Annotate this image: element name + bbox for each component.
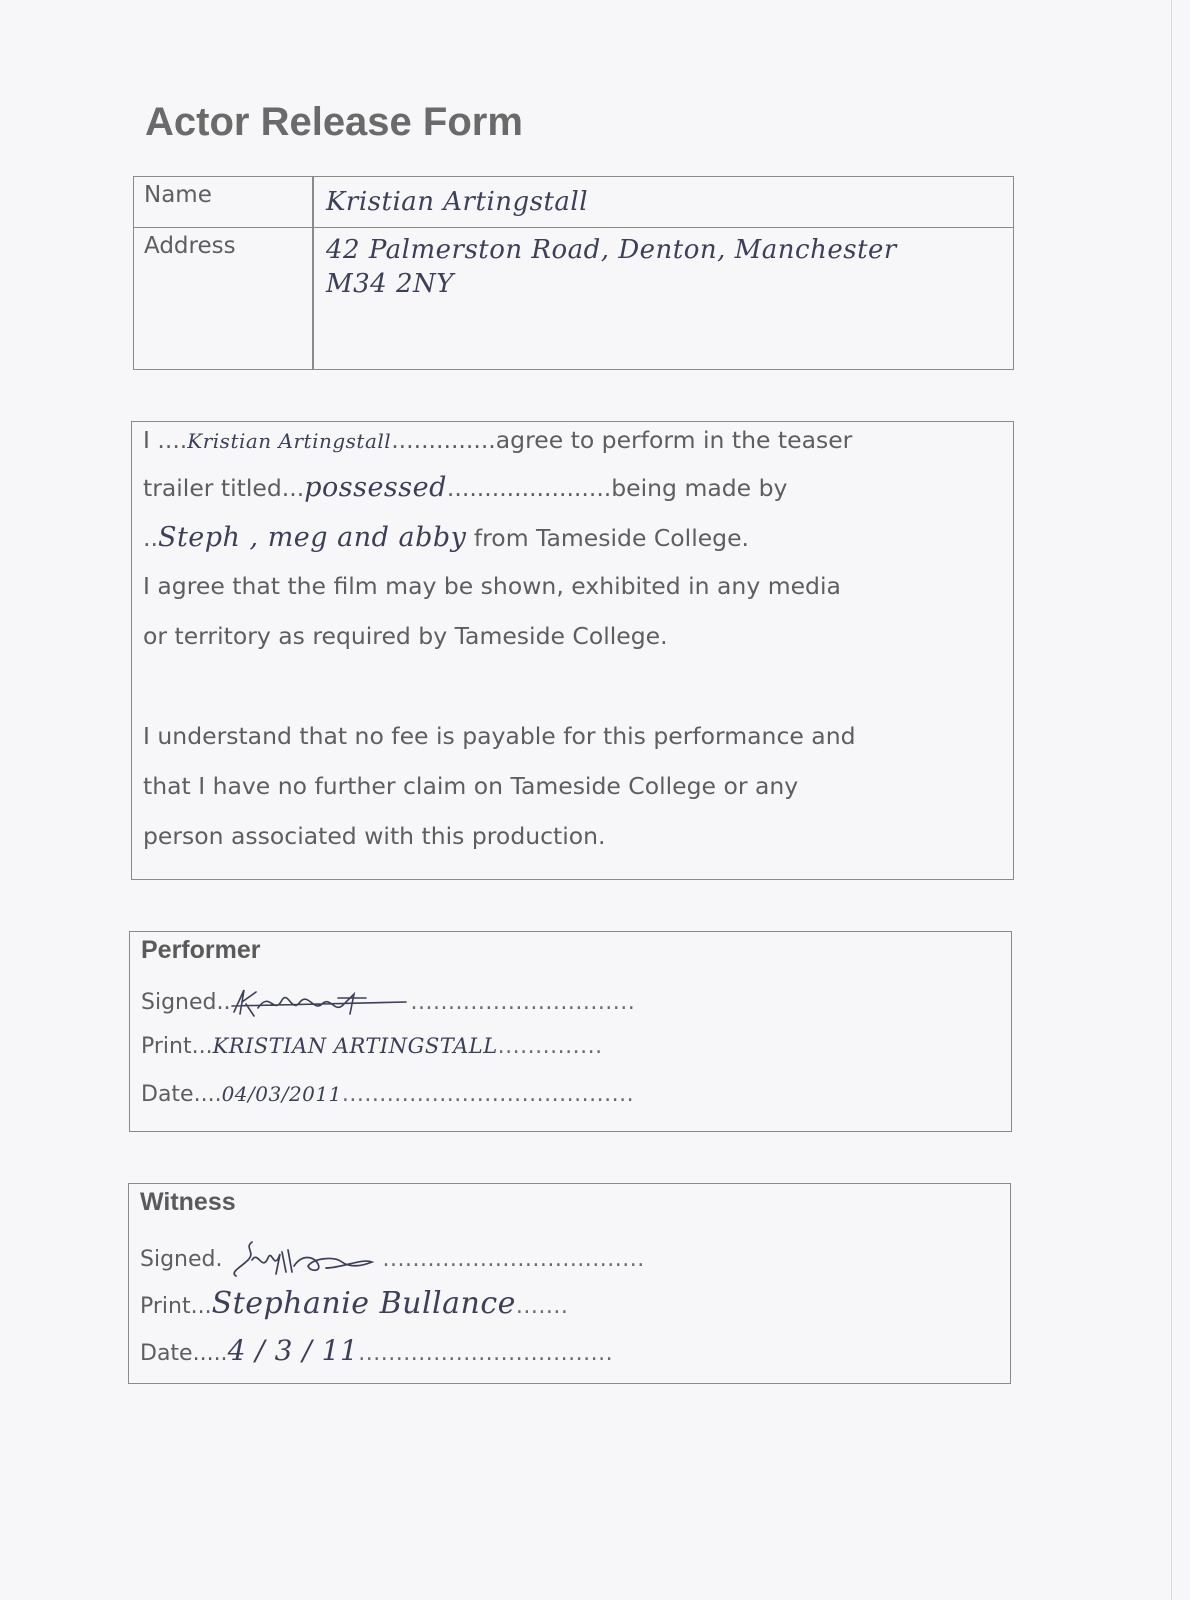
witness-signed-label: Signed. — [140, 1247, 223, 1272]
agreement-l3-suffix: from Tameside College. — [466, 524, 750, 552]
agreement-box — [131, 421, 1014, 880]
performer-heading: Performer — [141, 936, 261, 964]
witness-signed-dots: ................................... — [382, 1247, 645, 1272]
performer-date-line — [141, 1082, 634, 1107]
performer-signed-dots: .............................. — [410, 990, 636, 1015]
address-value — [326, 233, 897, 301]
witness-print-dots: ....... — [515, 1294, 569, 1319]
address-line-1: 42 Palmerston Road, Denton, Manchester — [326, 235, 897, 265]
performer-signed-label: Signed.. — [141, 990, 231, 1015]
performer-print-dots: .............. — [497, 1034, 603, 1059]
witness-box — [128, 1183, 1011, 1384]
agreement-line-2 — [143, 472, 787, 503]
agreement-line-7: that I have no further claim on Tameside College or any — [143, 772, 799, 800]
performer-date-value: 04/03/2011 — [221, 1082, 342, 1106]
performer-date-label: Date.... — [141, 1082, 222, 1107]
performer-print-label: Print... — [141, 1034, 213, 1059]
performer-print-value: KRISTIAN ARTINGSTALL — [212, 1034, 498, 1058]
performer-print-line — [141, 1034, 603, 1059]
witness-date-value: 4 / 3 / 11 — [227, 1334, 359, 1367]
agreement-line-6: I understand that no fee is payable for this performance and — [143, 722, 856, 750]
witness-signed-line — [140, 1238, 645, 1282]
witness-print-value: Stephanie Bullance — [211, 1286, 516, 1321]
address-row — [134, 227, 1013, 369]
makers-names: Steph , meg and abby — [157, 522, 467, 553]
performer-signature — [230, 986, 410, 1020]
performer-date-dots: ....................................... — [341, 1082, 635, 1107]
trailer-title: possessed — [304, 472, 447, 503]
performer-box — [129, 931, 1012, 1132]
agreement-l1-prefix: I .... — [143, 426, 188, 454]
witness-signature — [222, 1238, 382, 1282]
name-value: Kristian Artingstall — [326, 187, 589, 217]
address-line-2: M34 2NY — [326, 269, 454, 299]
agreement-line-3 — [143, 522, 749, 553]
agreement-l3-prefix: .. — [143, 524, 158, 552]
witness-date-label: Date..... — [140, 1341, 228, 1366]
witness-print-line — [140, 1286, 568, 1321]
agreement-line-1 — [143, 426, 852, 454]
name-label: Name — [144, 182, 212, 208]
agreement-l1-suffix: ..............agree to perform in the teaser — [391, 426, 853, 454]
agreement-line-4: I agree that the film may be shown, exhibited in any media — [143, 572, 841, 600]
witness-date-line — [140, 1334, 613, 1367]
agreement-line-5: or territory as required by Tameside College. — [143, 622, 668, 650]
witness-date-dots: .................................. — [358, 1341, 614, 1366]
performer-signed-line — [141, 986, 635, 1020]
actor-details-table — [133, 176, 1014, 370]
name-row — [134, 177, 1013, 228]
address-label: Address — [144, 233, 236, 259]
agreement-l2-prefix: trailer titled... — [143, 474, 305, 502]
agreement-line-8: person associated with this production. — [143, 822, 606, 850]
agreement-actor-name: Kristian Artingstall — [187, 429, 392, 453]
witness-print-label: Print... — [140, 1294, 212, 1319]
page-edge — [1171, 0, 1172, 1600]
agreement-l2-suffix: ......................being made by — [446, 474, 788, 502]
witness-heading: Witness — [140, 1188, 236, 1216]
form-title: Actor Release Form — [145, 100, 523, 144]
